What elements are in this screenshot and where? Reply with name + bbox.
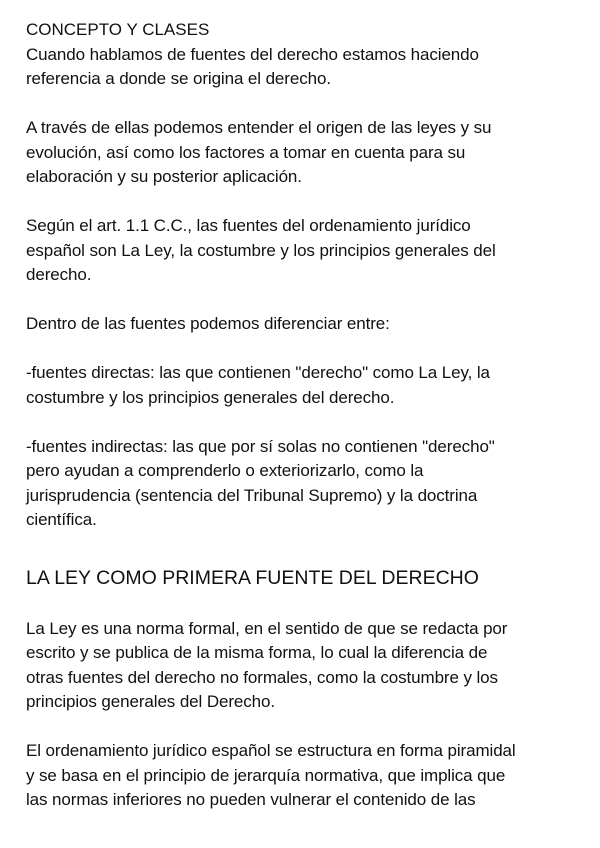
text-line: La Ley es una norma formal, en el sentido de que se redacta por — [26, 618, 508, 638]
text-line: y se basa en el principio de jerarquía normativa, que implica que — [26, 765, 506, 785]
text-line: El ordenamiento jurídico español se estructura en forma piramidal — [26, 741, 516, 760]
text-line: otras fuentes del derecho no formales, como la costumbre y los — [26, 667, 498, 687]
text-line: las normas inferiores no pueden vulnerar el contenido de las — [26, 790, 476, 809]
text-line: -fuentes directas: las que contienen "derecho" como La Ley, la — [26, 363, 490, 382]
paragraph-article — [26, 214, 574, 288]
section-title-concepto: CONCEPTO Y CLASES — [26, 20, 210, 39]
paragraph-definition — [26, 43, 574, 92]
paragraph-jerarquia — [26, 739, 574, 813]
text-line: principios generales del Derecho. — [26, 692, 276, 711]
text-line: -fuentes indirectas: las que por sí solas no contienen "derecho" — [26, 436, 495, 456]
paragraph-indirect-sources — [26, 435, 574, 533]
text-line: Dentro de las fuentes podemos diferenciar entre: — [26, 314, 390, 333]
text-line: español son La Ley, la costumbre y los principios generales del — [26, 240, 496, 260]
text-line: escrito y se publica de la misma forma, lo cual la diferencia de — [26, 643, 488, 662]
text-line: costumbre y los principios generales del derecho. — [26, 387, 395, 407]
document-page — [26, 18, 574, 813]
text-line: elaboración y su posterior aplicación. — [26, 167, 302, 186]
text-line: científica. — [26, 510, 97, 529]
text-line: derecho. — [26, 265, 92, 284]
paragraph-differentiate — [26, 312, 574, 337]
paragraph-direct-sources — [26, 361, 574, 410]
text-line: jurisprudencia (sentencia del Tribunal Supremo) y la doctrina — [26, 485, 478, 505]
text-line: Cuando hablamos de fuentes del derecho estamos haciendo — [26, 44, 479, 64]
text-line: referencia a donde se origina el derecho. — [26, 69, 331, 88]
paragraph-ley-formal — [26, 617, 574, 715]
text-line: pero ayudan a comprenderlo o exteriorizarlo, como la — [26, 461, 424, 480]
text-line: evolución, así como los factores a tomar en cuenta para su — [26, 142, 466, 162]
text-line: Según el art. 1.1 C.C., las fuentes del ordenamiento jurídico — [26, 216, 471, 235]
section-title-ley: LA LEY COMO PRIMERA FUENTE DEL DERECHO — [26, 566, 479, 589]
paragraph-origin — [26, 116, 574, 190]
text-line: A través de ellas podemos entender el origen de las leyes y su — [26, 118, 492, 137]
